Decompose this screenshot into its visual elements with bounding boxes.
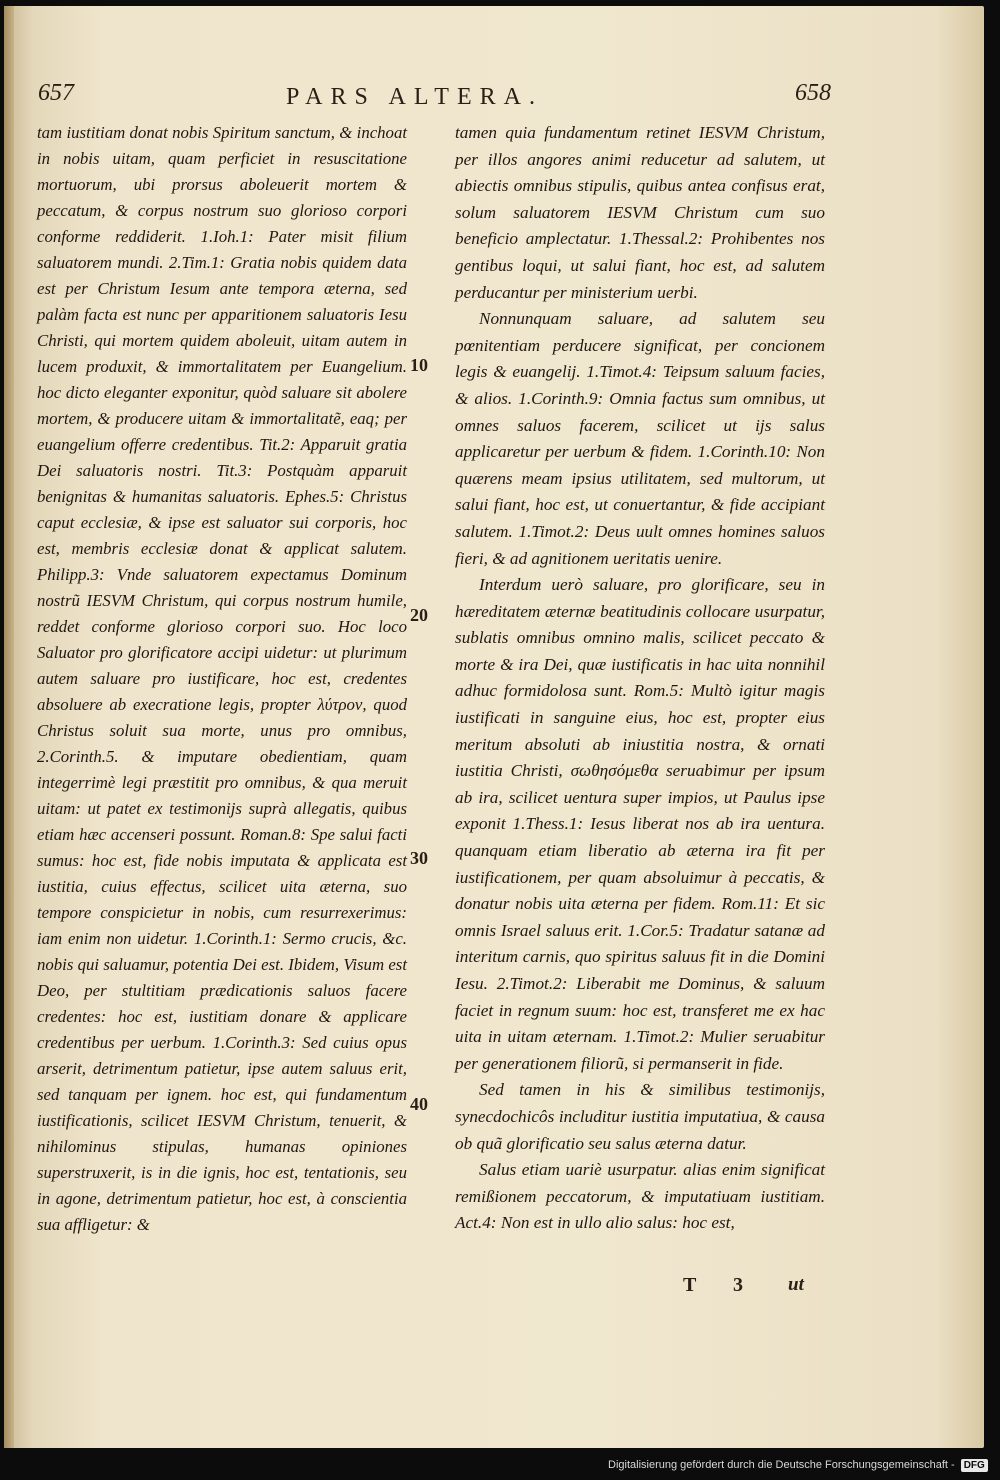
right-column <box>455 120 825 1237</box>
running-head: PARS ALTERA. <box>286 84 543 110</box>
catchword: ut <box>788 1274 804 1295</box>
left-paragraph-1: tam iustitiam donat nobis Spiritum sanctum, & inchoat in nobis uitam, quam perficiet in resuscitatione mortuorum, ubi prorsus aboleuerit mortem & peccatum, & corpus nostrum suo glorioso corpori conforme reddiderit. 1.Ioh.1: Pater misit filium saluatorem mundi. 2.Tim.1: Gratia nobis quidem data est per Christum Iesum ante tempora æterna, sed palàm facta est nunc per apparitionem saluatoris Iesu Christi, qui mortem quidem aboleuit, uitam autem in lucem produxit, & immortalitatem per Euangelium. hoc dicto eleganter exponitur, quòd saluare sit abolere mortem, & producere uitam & immortalitatẽ, eaq; per euangelium offerre credentibus. Tit.2: Apparuit gratia Dei saluatoris nostri. Tit.3: Postquàm apparuit benignitas & humanitas saluatoris. Ephes.5: Christus caput ecclesiæ, & ipse est saluator sui corporis, hoc est, membris ecclesiæ donat & applicat salutem. Philipp.3: Vnde saluatorem expectamus Dominum nostrũ IESVM Christum, qui corpus nostrum humile, reddet conforme glorioso corpori suo. Hoc loco Saluator pro glorificatore accipi uidetur: ut plurimum autem saluare pro iustificare, hoc est, credentes absoluere ab execratione legis, propter λύτρον, quod Christus soluit sua morte, unus pro omnibus, 2.Corinth.5. & imputare obedientiam, quam integerrimè legi præstitit pro omnibus, & qua meruit uitam: ut patet ex testimonijs suprà allegatis, quibus etiam hæc accenseri possunt. Roman.8: Spe salui facti sumus: hoc est, fide nobis imputata & applicata est iustitia, cuius effectus, scilicet uita æterna, suo tempore conspicietur in nobis, cum resurrexerimus: iam enim non uidetur. 1.Corinth.1: Sermo crucis, &c. nobis qui saluamur, potentia Dei est. Ibidem, Visum est Deo, per stultitiam prædicationis saluos facere credentes: hoc est, iustitiam donare & applicare credentibus per uerbum. 1.Corinth.3: Sed cuius opus arserit, detrimentum patietur, ipse autem saluus erit, sed tanquam per ignem. hoc est, qui fundamentum iustificationis, scilicet IESVM Christum, tenuerit, & nihilominus stipulas, humanas opiniones superstruxerit, is in die ignis, hoc est, tentationis, seu in agone, detrimentum patietur, hoc est, à conscientia sua affligetur: & <box>37 123 407 1234</box>
right-paragraph-4: Sed tamen in his & similibus testimonijs, synecdochicôs includitur iustitia imputatiua, & causa ob quã glorificatio seu salus æterna datur. <box>455 1080 825 1153</box>
line-marker-10: 10 <box>410 355 428 375</box>
right-paragraph-2: Nonnunquam saluare, ad salutem seu pœnitentiam perducere significat, per concionem legis & euangelij. 1.Timot.4: Teipsum saluum facies, & alios. 1.Corinth.9: Omnia factus sum omnibus, ut omnes saluos facerem, scilicet ut ijs salus applicaretur per uerbum & fidem. 1.Corinth.10: Non quærens meam ipsius utilitatem, sed multorum, ut salui fiant, hoc est, ut conuertantur, & fide accipiant salutem. 1.Timot.2: Deus uult omnes homines saluos fieri, & ad agnitionem ueritatis uenire. <box>455 309 825 568</box>
page-number-right: 658 <box>795 80 831 106</box>
line-marker-20: 20 <box>410 605 428 625</box>
left-column <box>37 120 407 1238</box>
line-marker-30: 30 <box>410 848 428 868</box>
digitization-footer <box>608 1457 988 1473</box>
right-paragraph-1: tamen quia fundamentum retinet IESVM Christum, per illos angores animi reducetur ad salutem, ut abiectis omnibus stipulis, quibus antea confisus erat, solum saluatorem IESVM Christum cum suo beneficio amplectatur. 1.Thessal.2: Prohibentes nos gentibus loqui, ut salui fiant, hoc est, ad salutem perducantur per ministerium uerbi. <box>455 123 825 302</box>
line-marker-40: 40 <box>410 1094 428 1114</box>
right-paragraph-3: Interdum uerò saluare, pro glorificare, seu in hæreditatem æternæ beatitudinis collocare usurpatur, sublatis omnibus omnino malis, scilicet peccato & morte & ira Dei, quæ iustificatis in hac uita nonnihil adhuc formidolosa sunt. Rom.5: Multò igitur magis iustificati in sanguine eius, hoc est, propter eius meritum absoluti ab iniustitia nostra, & ornati iustitia Christi, σωθησόμεθα seruabimur per ipsum ab ira, scilicet uentura super impios, ut Paulus ipse exponit 1.Thess.1: Iesus liberat nos ab ira uentura. quanquam etiam liberatio ab æterna ira fit per iustificationem, per quam absoluimur à peccatis, & donatur nobis uita æterna per fidem. Rom.11: Et sic omnis Israel saluus erit. 1.Cor.5: Tradatur satanæ ad interitum carnis, quo spiritus saluus fit in die Domini Iesu. 2.Timot.2: Liberabit me Dominus, & saluum faciet in regnum suum: hoc est, transferet me ex hac uita in uitam æternam. 1.Timot.2: Mulier seruabitur per generationem filiorũ, si permanserit in fide. <box>455 575 825 1073</box>
page-edge <box>4 6 14 1448</box>
signature-mark: T 3 <box>683 1274 759 1296</box>
right-paragraph-5: Salus etiam uariè usurpatur. alias enim significat remißionem peccatorum, & imputatiuam iustitiam. Act.4: Non est in ullo alio salus: hoc est, <box>455 1160 825 1233</box>
footer-text: Digitalisierung gefördert durch die Deutsche Forschungsgemeinschaft - <box>608 1459 955 1471</box>
page-number-left: 657 <box>38 80 74 106</box>
dfg-logo-icon: DFG <box>961 1459 988 1472</box>
